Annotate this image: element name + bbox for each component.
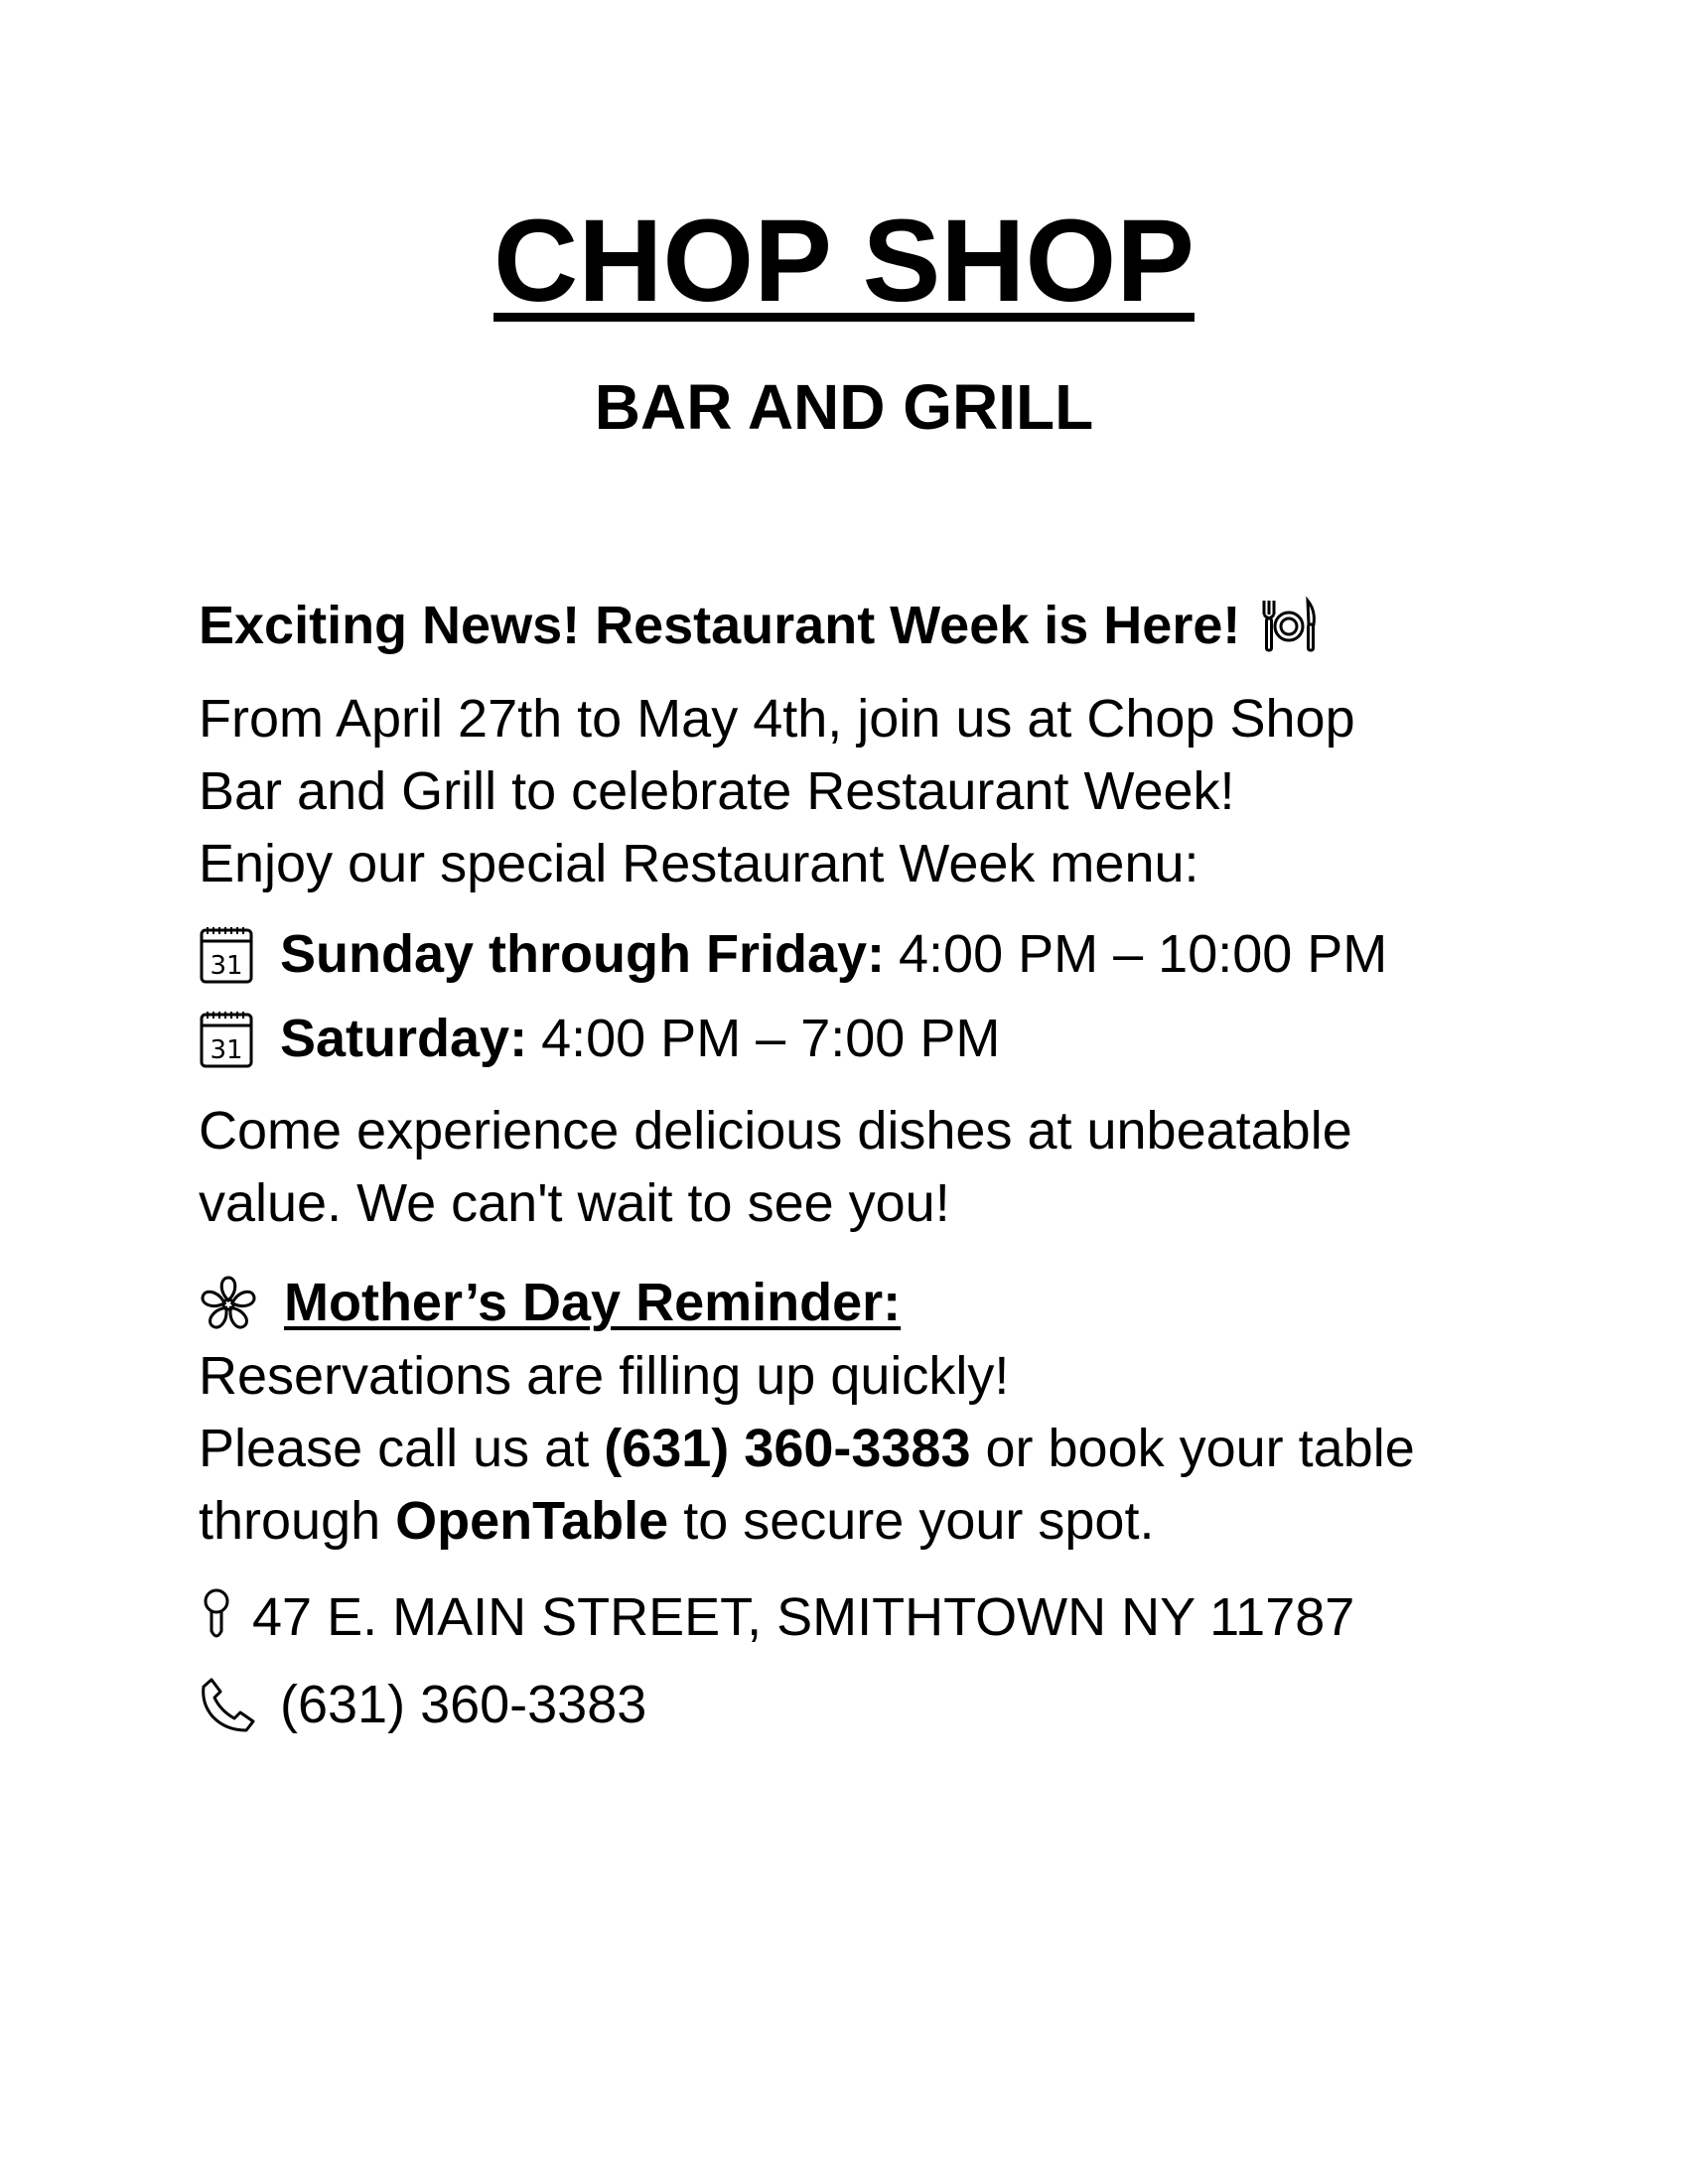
news-heading — [199, 586, 1509, 665]
address-row — [199, 1573, 1509, 1661]
calendar-icon — [199, 1010, 254, 1069]
hours-list — [199, 912, 1509, 1081]
round-pushpin-icon — [199, 1587, 234, 1647]
reservation-opentable-line — [199, 1485, 1509, 1558]
intro-line: Enjoy our special Restaurant Week menu: — [199, 834, 1199, 893]
hours-days: Saturday: — [280, 1009, 528, 1068]
flower-icon — [199, 1274, 258, 1333]
intro-line: From April 27th to May 4th, join us at Chop Shop — [199, 689, 1355, 749]
flyer-content — [199, 586, 1509, 1748]
fork-knife-plate-icon — [1258, 595, 1320, 656]
phone-row — [199, 1661, 1509, 1748]
mothers-day-heading — [199, 1266, 1509, 1340]
closing-line: Come experience delicious dishes at unbeatable — [199, 1101, 1352, 1160]
closing-line: value. We can't wait to see you! — [199, 1173, 950, 1233]
mothers-day-body — [199, 1340, 1509, 1558]
address-text: 47 E. MAIN STREET, SMITHTOWN NY 11787 — [252, 1587, 1355, 1647]
reservation-line: Reservations are filling up quickly! — [199, 1346, 1010, 1406]
contact-info — [199, 1573, 1509, 1748]
opentable-prefix: through — [199, 1491, 396, 1551]
restaurant-title-text: CHOP SHOP — [493, 196, 1195, 327]
mothers-day-heading-text: Mother’s Day Reminder: — [284, 1273, 902, 1332]
hours-time: 4:00 PM – 7:00 PM — [541, 1009, 1001, 1068]
hours-row-saturday — [199, 997, 1509, 1081]
svg-text:31: 31 — [210, 1034, 243, 1065]
restaurant-title — [0, 197, 1688, 326]
restaurant-subtitle: BAR AND GRILL — [594, 371, 1094, 443]
telephone-icon — [199, 1675, 258, 1734]
call-suffix: or book your table — [970, 1419, 1415, 1478]
news-heading-text: Exciting News! Restaurant Week is Here! — [199, 596, 1241, 655]
news-intro — [199, 683, 1509, 900]
svg-text:31: 31 — [210, 950, 243, 981]
reservation-phone: (631) 360-3383 — [604, 1419, 971, 1478]
hours-days: Sunday through Friday: — [280, 924, 886, 984]
hours-time: 4:00 PM – 10:00 PM — [899, 924, 1388, 984]
phone-text: (631) 360-3383 — [280, 1675, 647, 1734]
closing-text — [199, 1095, 1509, 1240]
opentable-suffix: to secure your spot. — [668, 1491, 1155, 1551]
intro-line: Bar and Grill to celebrate Restaurant Week! — [199, 761, 1235, 821]
opentable-name: OpenTable — [395, 1491, 669, 1551]
hours-row-weekdays — [199, 912, 1509, 997]
reservation-call-line — [199, 1413, 1509, 1485]
call-prefix: Please call us at — [199, 1419, 605, 1478]
calendar-icon — [199, 925, 254, 985]
